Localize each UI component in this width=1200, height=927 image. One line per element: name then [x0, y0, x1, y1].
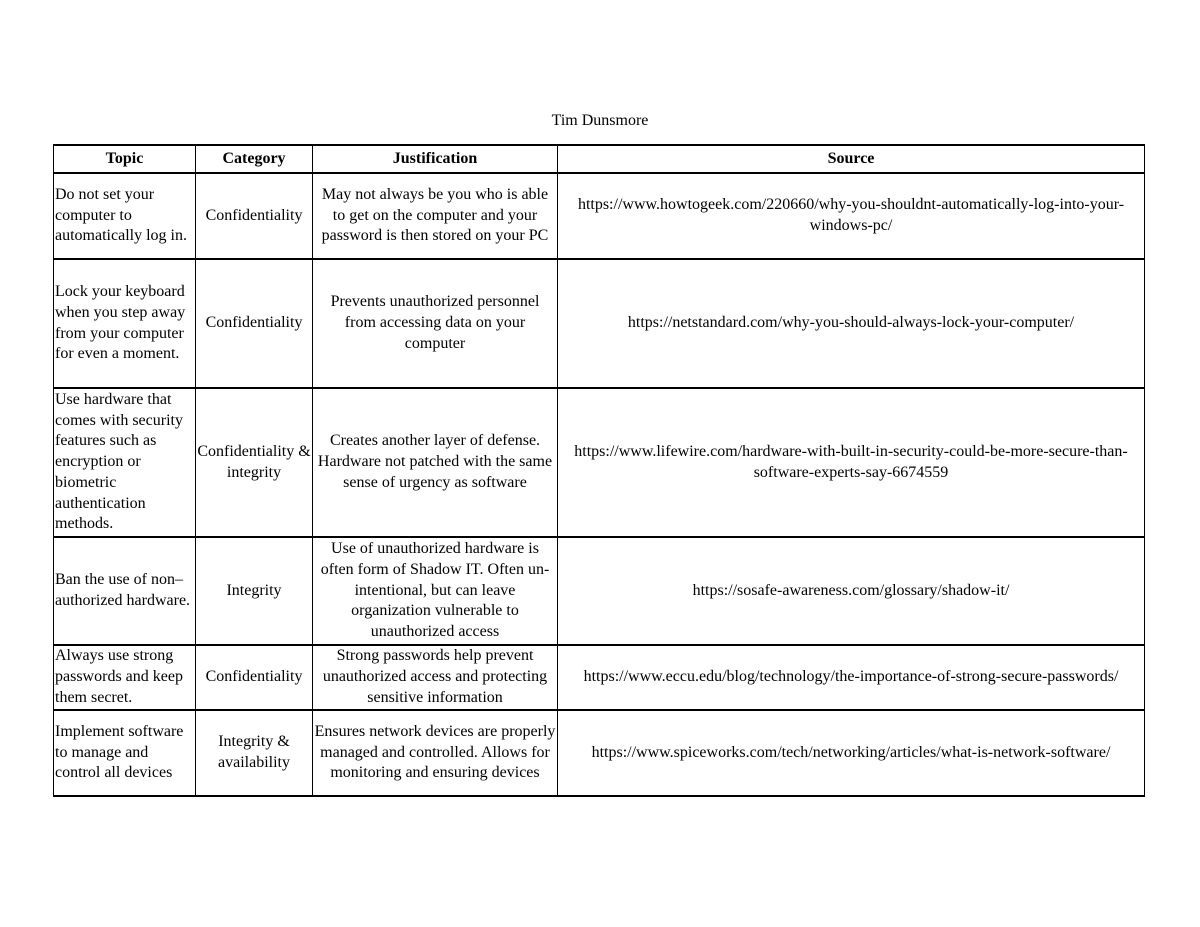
- topic-cell: Always use strong passwords and keep them secret.: [54, 645, 196, 710]
- table-row: [54, 710, 1145, 796]
- topic-cell: Lock your keyboard when you step away from your computer for even a moment.: [54, 259, 196, 388]
- source-cell: https://www.lifewire.com/hardware-with-built-in-security-could-be-more-secure-than-software-experts-say-6674559: [558, 388, 1145, 537]
- header-source: Source: [558, 145, 1145, 173]
- category-cell: Integrity: [196, 537, 313, 645]
- table-row: [54, 259, 1145, 388]
- justification-cell: Prevents unauthorized personnel from accessing data on your computer: [313, 259, 558, 388]
- document-title: Tim Dunsmore: [551, 112, 649, 129]
- security-topics-table: [53, 144, 1145, 797]
- source-cell: https://www.eccu.edu/blog/technology/the-importance-of-strong-secure-passwords/: [558, 645, 1145, 710]
- source-cell: https://www.spiceworks.com/tech/networking/articles/what-is-network-software/: [558, 710, 1145, 796]
- topic-cell: Implement software to manage and control all devices: [54, 710, 196, 796]
- topic-cell: Do not set your computer to automatically log in.: [54, 173, 196, 259]
- table-row: [54, 388, 1145, 537]
- justification-cell: Creates another layer of defense. Hardware not patched with the same sense of urgency as software: [313, 388, 558, 537]
- category-cell: Confidentiality: [196, 173, 313, 259]
- justification-cell: May not always be you who is able to get on the computer and your password is then stored on your PC: [313, 173, 558, 259]
- header-justification: Justification: [313, 145, 558, 173]
- table-header-row: [54, 145, 1145, 173]
- table-row: [54, 173, 1145, 259]
- justification-cell: Ensures network devices are properly managed and controlled. Allows for monitoring and ensuring devices: [313, 710, 558, 796]
- header-topic: Topic: [54, 145, 196, 173]
- table-row: [54, 645, 1145, 710]
- justification-cell: Strong passwords help prevent unauthorized access and protecting sensitive information: [313, 645, 558, 710]
- table-row: [54, 537, 1145, 645]
- topic-cell: Use hardware that comes with security features such as encryption or biometric authentication methods.: [54, 388, 196, 537]
- category-cell: Confidentiality & integrity: [196, 388, 313, 537]
- justification-cell: Use of unauthorized hardware is often form of Shadow IT. Often un-intentional, but can leave organization vulnerable to unauthorized access: [313, 537, 558, 645]
- header-category: Category: [196, 145, 313, 173]
- source-cell: https://sosafe-awareness.com/glossary/shadow-it/: [558, 537, 1145, 645]
- category-cell: Confidentiality: [196, 645, 313, 710]
- category-cell: Integrity & availability: [196, 710, 313, 796]
- source-cell: https://www.howtogeek.com/220660/why-you-shouldnt-automatically-log-into-your-windows-pc/: [558, 173, 1145, 259]
- source-cell: https://netstandard.com/why-you-should-always-lock-your-computer/: [558, 259, 1145, 388]
- category-cell: Confidentiality: [196, 259, 313, 388]
- topic-cell: Ban the use of non–authorized hardware.: [54, 537, 196, 645]
